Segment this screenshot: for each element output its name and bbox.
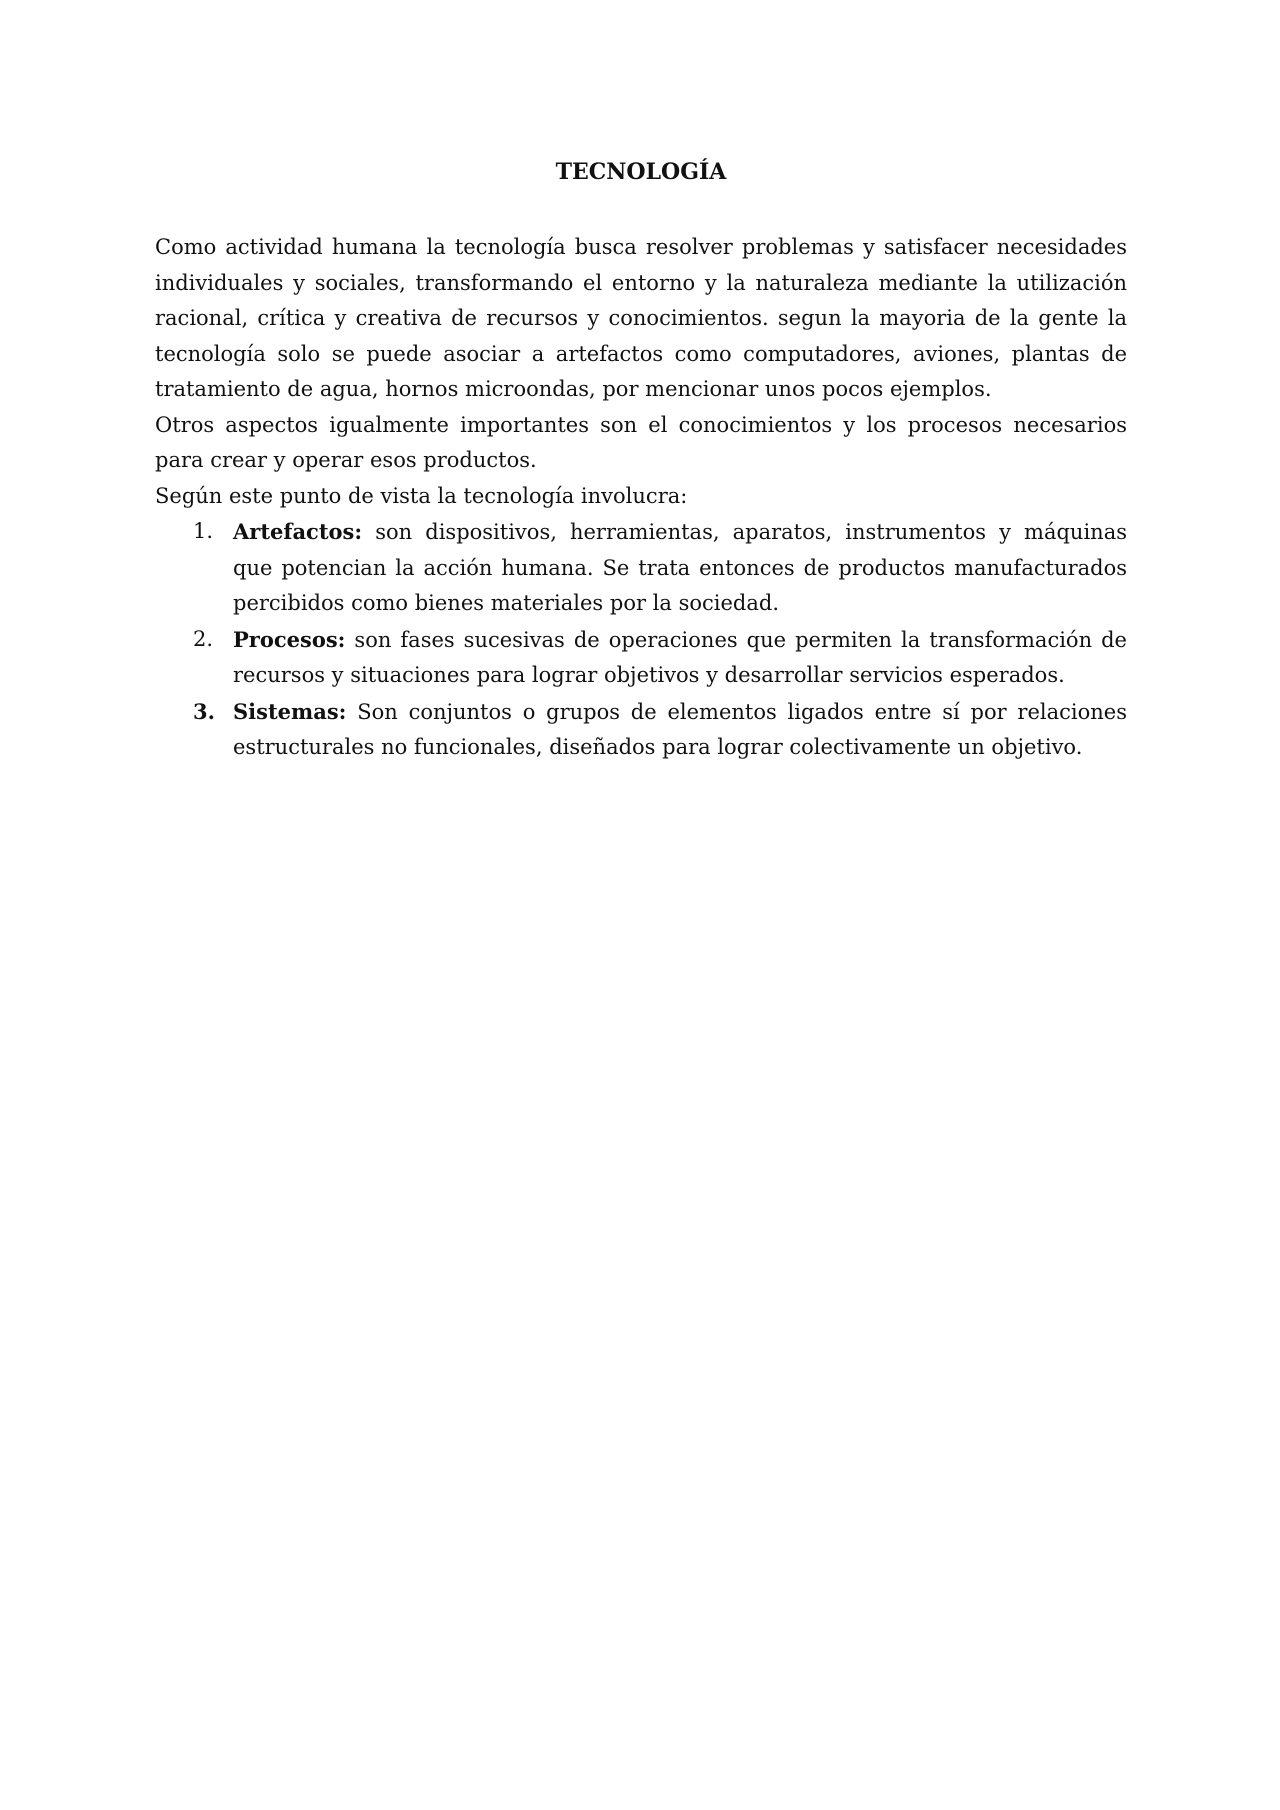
list-lead-paragraph: Según este punto de vista la tecnología involucra: bbox=[155, 483, 688, 508]
list-item-procesos bbox=[155, 622, 1127, 694]
list-item-text: son dispositivos, herramientas, aparatos, instrumentos y máquinas que potencian la acción humana. Se trata entonces de productos manufacturados percibidos como bienes materiales por la sociedad. bbox=[233, 520, 1127, 615]
intro-paragraph: Como actividad humana la tecnología busca resolver problemas y satisfacer necesidades individuales y sociales, transformando el entorno y la naturaleza mediante la utilización racional, crítica y creativa de recursos y conocimientos. segun la mayoria de la gente la tecnología solo se puede asociar a artefactos como computadores, aviones, plantas de tratamiento de agua, hornos microondas, por mencionar unos pocos ejemplos. bbox=[155, 235, 1127, 401]
list-item-sistemas bbox=[155, 694, 1127, 766]
list-item-number: 1. bbox=[193, 519, 214, 543]
document-title: TECNOLOGÍA bbox=[555, 159, 727, 185]
technology-components-list bbox=[155, 514, 1127, 766]
list-item-term: Artefactos: bbox=[233, 519, 363, 544]
list-item-number: 2. bbox=[193, 626, 214, 651]
list-item-term: Sistemas: bbox=[233, 698, 347, 724]
list-item-text: son fases sucesivas de operaciones que permiten la transformación de recursos y situaciones para lograr objetivos y desarrollar servicios esperados. bbox=[233, 627, 1127, 687]
list-item-text: Son conjuntos o grupos de elementos ligados entre sí por relaciones estructurales no funcionales, diseñados para lograr colectivamente un objetivo. bbox=[233, 699, 1127, 759]
list-item-term: Procesos: bbox=[233, 626, 346, 652]
list-item-number: 3. bbox=[193, 698, 215, 724]
aspects-paragraph: Otros aspectos igualmente importantes son el conocimientos y los procesos necesarios para crear y operar esos productos. bbox=[155, 412, 1127, 472]
document-page bbox=[155, 155, 1127, 766]
list-item-artefactos bbox=[155, 514, 1127, 622]
